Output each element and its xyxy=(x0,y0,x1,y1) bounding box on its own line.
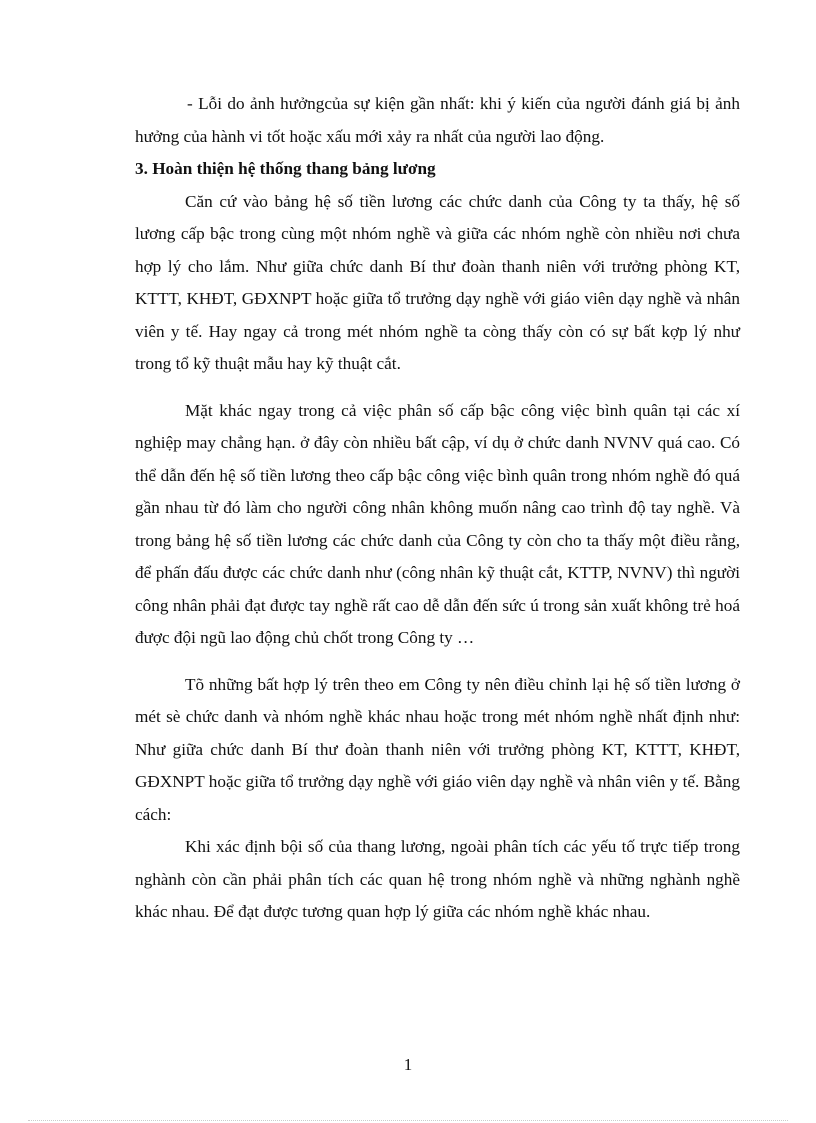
document-page xyxy=(135,88,740,929)
section-heading: 3. Hoàn thiện hệ thống thang bảng lương xyxy=(135,159,436,178)
page-number: 1 xyxy=(403,1055,413,1074)
paragraph-4: Khi xác định bội số của thang lương, ngoài phân tích các yếu tố trực tiếp trong nghành còn cần phải phân tích các quan hệ trong nhóm nghề và những nghành nghề khác nhau. Để đạt được tương quan hợp lý giữa các nhóm nghề khác nhau. xyxy=(135,837,740,921)
paragraph-2: Mặt khác ngay trong cả việc phân số cấp bậc công việc bình quân tại các xí nghiệp may chẳng hạn. ở đây còn nhiều bất cập, ví dụ ở chức danh NVNV quá cao. Có thể dẫn đến hệ số tiền lương theo cấp bậc công việc bình quân trong nhóm nghề đó quá gần nhau từ đó làm cho người công nhân không muốn nâng cao trình độ tay nghề. Và trong bảng hệ số tiền lương các chức danh của Công ty còn cho ta thấy một điều rằng, để phấn đấu được các chức danh như (công nhân kỹ thuật cắt, KTTP, NVNV) thì người công nhân phải đạt được tay nghề rất cao dễ dẫn đến sức ú trong sản xuất không trẻ hoá được đội ngũ lao động chủ chốt trong Công ty … xyxy=(135,400,740,647)
paragraph-3: Tõ những bất hợp lý trên theo em Công ty nên điều chỉnh lại hệ số tiền lương ở mét sè chức danh và nhóm nghề khác nhau hoặc trong mét nhóm nghề nhất định như: Như giữa chức danh Bí thư đoàn thanh niên với trưởng phòng KT, KTTT, KHĐT, GĐXNPT hoặc giữa tổ trưởng dạy nghề với giáo viên dạy nghề và nhân viên y tế. Bằng cách: xyxy=(135,674,740,824)
paragraph-1: Căn cứ vào bảng hệ số tiền lương các chức danh của Công ty ta thấy, hệ số lương cấp bậc trong cùng một nhóm nghề và giữa các nhóm nghề còn nhiều nơi chưa hợp lý cho lắm. Như giữa chức danh Bí thư đoàn thanh niên với trưởng phòng KT, KTTT, KHĐT, GĐXNPT hoặc giữa tổ trưởng dạy nghề với giáo viên dạy nghề và nhân viên y tế. Hay ngay cả trong mét nhóm nghề ta còng thấy còn có sự bất kợp lý như trong tổ kỹ thuật mẫu hay kỹ thuật cắt. xyxy=(135,191,740,373)
bullet-item: - Lỗi do ảnh hưởngcủa sự kiện gần nhất: khi ý kiến của người đánh giá bị ảnh hưởng của hành vi tốt hoặc xấu mới xảy ra nhất của người lao động. xyxy=(135,94,740,146)
page-bottom-divider xyxy=(28,1120,788,1121)
